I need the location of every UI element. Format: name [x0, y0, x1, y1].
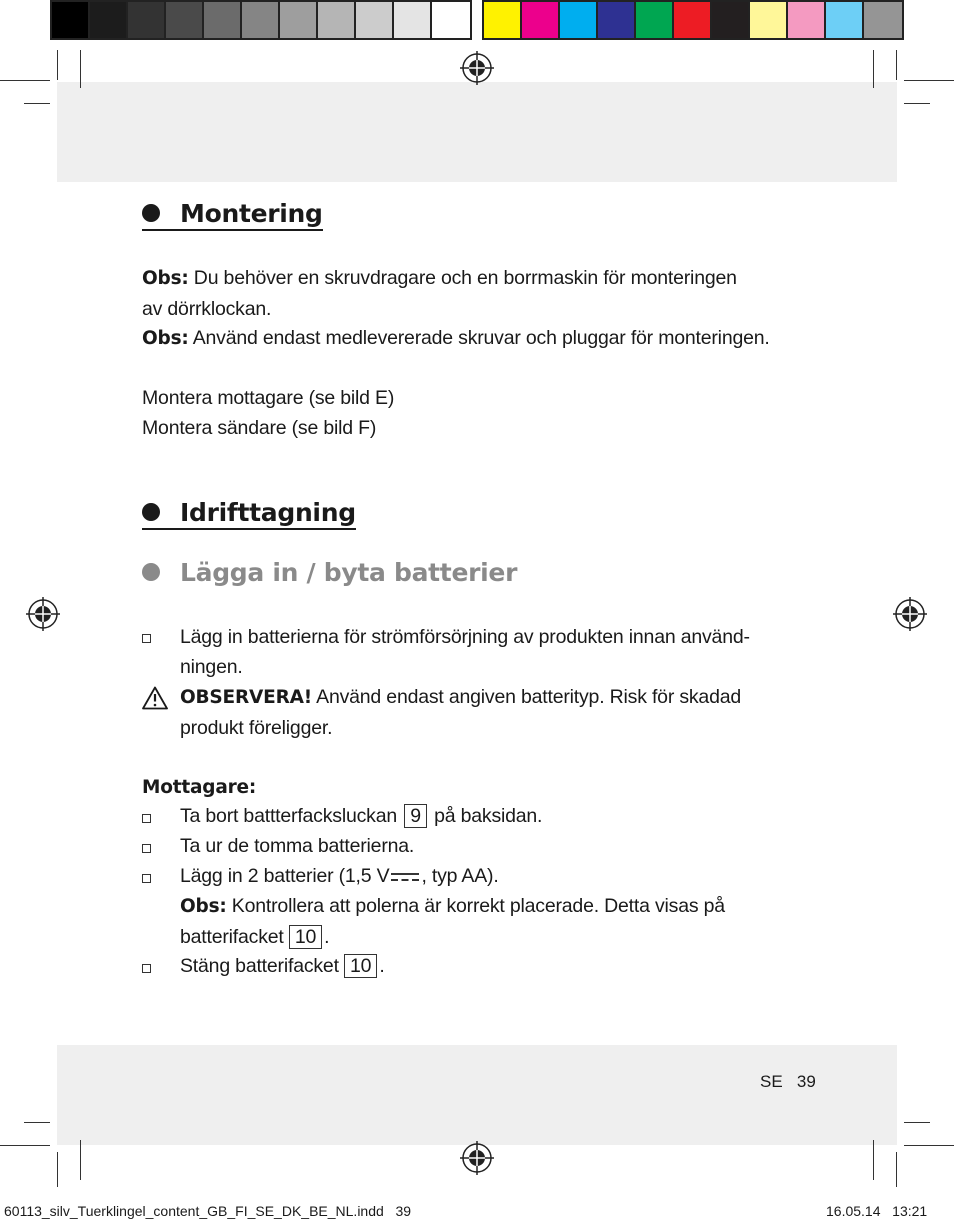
obs-label: Obs:: [180, 896, 227, 917]
color-swatch: [166, 2, 204, 38]
heading-text: Lägga in / byta batterier: [180, 558, 518, 587]
process-color-bar: [482, 0, 904, 40]
registration-mark-icon: [26, 597, 60, 631]
color-swatch: [242, 2, 280, 38]
color-swatch: [52, 2, 90, 38]
list-bullet-icon: [142, 814, 151, 823]
heading-text: Montering: [180, 199, 323, 228]
color-swatch: [636, 2, 674, 38]
registration-mark-icon: [460, 51, 494, 85]
list-item-text: ningen.: [180, 656, 243, 678]
heading-bullet-icon: [142, 563, 160, 581]
footer-date: 16.05.14 13:21: [826, 1203, 928, 1219]
part-number-badge: 10: [344, 954, 377, 978]
heading-montering: [142, 199, 323, 231]
crop-mark: [873, 50, 874, 88]
crop-mark: [873, 1140, 874, 1180]
header-band: [57, 82, 897, 182]
montera-sandare: Montera sändare (se bild F): [142, 417, 377, 439]
warning-text: Använd endast angiven batterityp. Risk för skadad: [312, 686, 742, 708]
registration-mark-icon: [893, 597, 927, 631]
color-swatch: [522, 2, 560, 38]
color-swatch: [318, 2, 356, 38]
warning-label: OBSERVERA!: [180, 687, 312, 708]
page-number-value: 39: [796, 1072, 816, 1091]
mottagare-label: [142, 772, 256, 803]
crop-mark: [904, 1122, 930, 1123]
page-number: [760, 1072, 816, 1092]
crop-mark: [904, 80, 954, 81]
list-item-text: .: [379, 955, 385, 977]
color-swatch: [788, 2, 826, 38]
list-item-text: på baksidan.: [428, 805, 543, 827]
color-swatch: [712, 2, 750, 38]
crop-mark: [904, 103, 930, 104]
list-item: [180, 801, 542, 831]
list-bullet-icon: [142, 874, 151, 883]
color-swatch: [674, 2, 712, 38]
crop-mark: [0, 1145, 50, 1146]
part-number-badge: 10: [289, 925, 322, 949]
color-swatch: [484, 2, 522, 38]
list-item-text: , typ AA).: [421, 865, 499, 887]
crop-mark: [24, 1122, 50, 1123]
dc-voltage-symbol-icon: [390, 870, 420, 884]
obs-text: batterifacket: [180, 926, 289, 948]
warning-paragraph: [180, 682, 741, 743]
crop-mark: [904, 1145, 954, 1146]
list-item: [180, 951, 385, 981]
list-bullet-icon: [142, 964, 151, 973]
color-swatch: [356, 2, 394, 38]
registration-mark-icon: [460, 1141, 494, 1175]
heading-bullet-icon: [142, 204, 160, 222]
heading-bullet-icon: [142, 503, 160, 521]
warning-text: produkt föreligger.: [180, 717, 333, 739]
crop-mark: [80, 50, 81, 88]
crop-mark: [24, 103, 50, 104]
obs-text: Använd endast medlevererade skruvar och pluggar för monteringen.: [188, 327, 770, 349]
list-item: Ta ur de tomma batterierna.: [180, 835, 415, 857]
grayscale-color-bar: [50, 0, 472, 40]
part-number-badge: 9: [404, 804, 427, 828]
page-language: SE: [760, 1072, 783, 1091]
obs-text: .: [324, 926, 330, 948]
warning-triangle-icon: [142, 686, 168, 710]
color-swatch: [598, 2, 636, 38]
crop-mark: [57, 1152, 58, 1187]
crop-mark: [896, 50, 897, 80]
obs-label: Obs:: [142, 268, 189, 289]
list-item-text: Lägg in 2 batterier (1,5 V: [180, 865, 390, 887]
crop-mark: [0, 80, 50, 81]
list-item: [180, 861, 725, 952]
crop-mark: [80, 1140, 81, 1180]
list-item-text: Stäng batterifacket: [180, 955, 345, 977]
footer-file-name: 60113_silv_Tuerklingel_content_GB_FI_SE_DK_BE_NL.indd 39: [4, 1203, 412, 1219]
color-swatch: [432, 2, 470, 38]
subheading-text: Mottagare:: [142, 777, 257, 798]
list-item: [180, 622, 750, 682]
color-swatch: [826, 2, 864, 38]
obs-label: Obs:: [142, 328, 189, 349]
color-swatch: [394, 2, 432, 38]
obs-paragraph-1: [142, 263, 737, 324]
color-swatch: [560, 2, 598, 38]
obs-paragraph-2: [142, 323, 770, 354]
montera-mottagare: Montera mottagare (se bild E): [142, 387, 395, 409]
obs-text: Du behöver en skruvdragare och en borrmaskin för monteringen: [188, 267, 737, 289]
heading-idrifttagning: [142, 498, 356, 530]
color-swatch: [864, 2, 902, 38]
heading-text: Idrifttagning: [180, 498, 356, 527]
list-bullet-icon: [142, 844, 151, 853]
color-swatch: [280, 2, 318, 38]
obs-text: av dörrklockan.: [142, 298, 272, 320]
list-item-text: Ta bort battterfacksluckan: [180, 805, 403, 827]
color-swatch: [204, 2, 242, 38]
color-swatch: [128, 2, 166, 38]
crop-mark: [896, 1152, 897, 1187]
list-bullet-icon: [142, 634, 151, 643]
color-swatch: [90, 2, 128, 38]
heading-batterier: [142, 558, 517, 587]
crop-mark: [57, 50, 58, 80]
list-item-text: Lägg in batterierna för strömförsörjning av produkten innan använd-: [180, 626, 750, 648]
footer-band: [57, 1045, 897, 1145]
color-swatch: [750, 2, 788, 38]
obs-text: Kontrollera att polerna är korrekt placerade. Detta visas på: [226, 895, 725, 917]
